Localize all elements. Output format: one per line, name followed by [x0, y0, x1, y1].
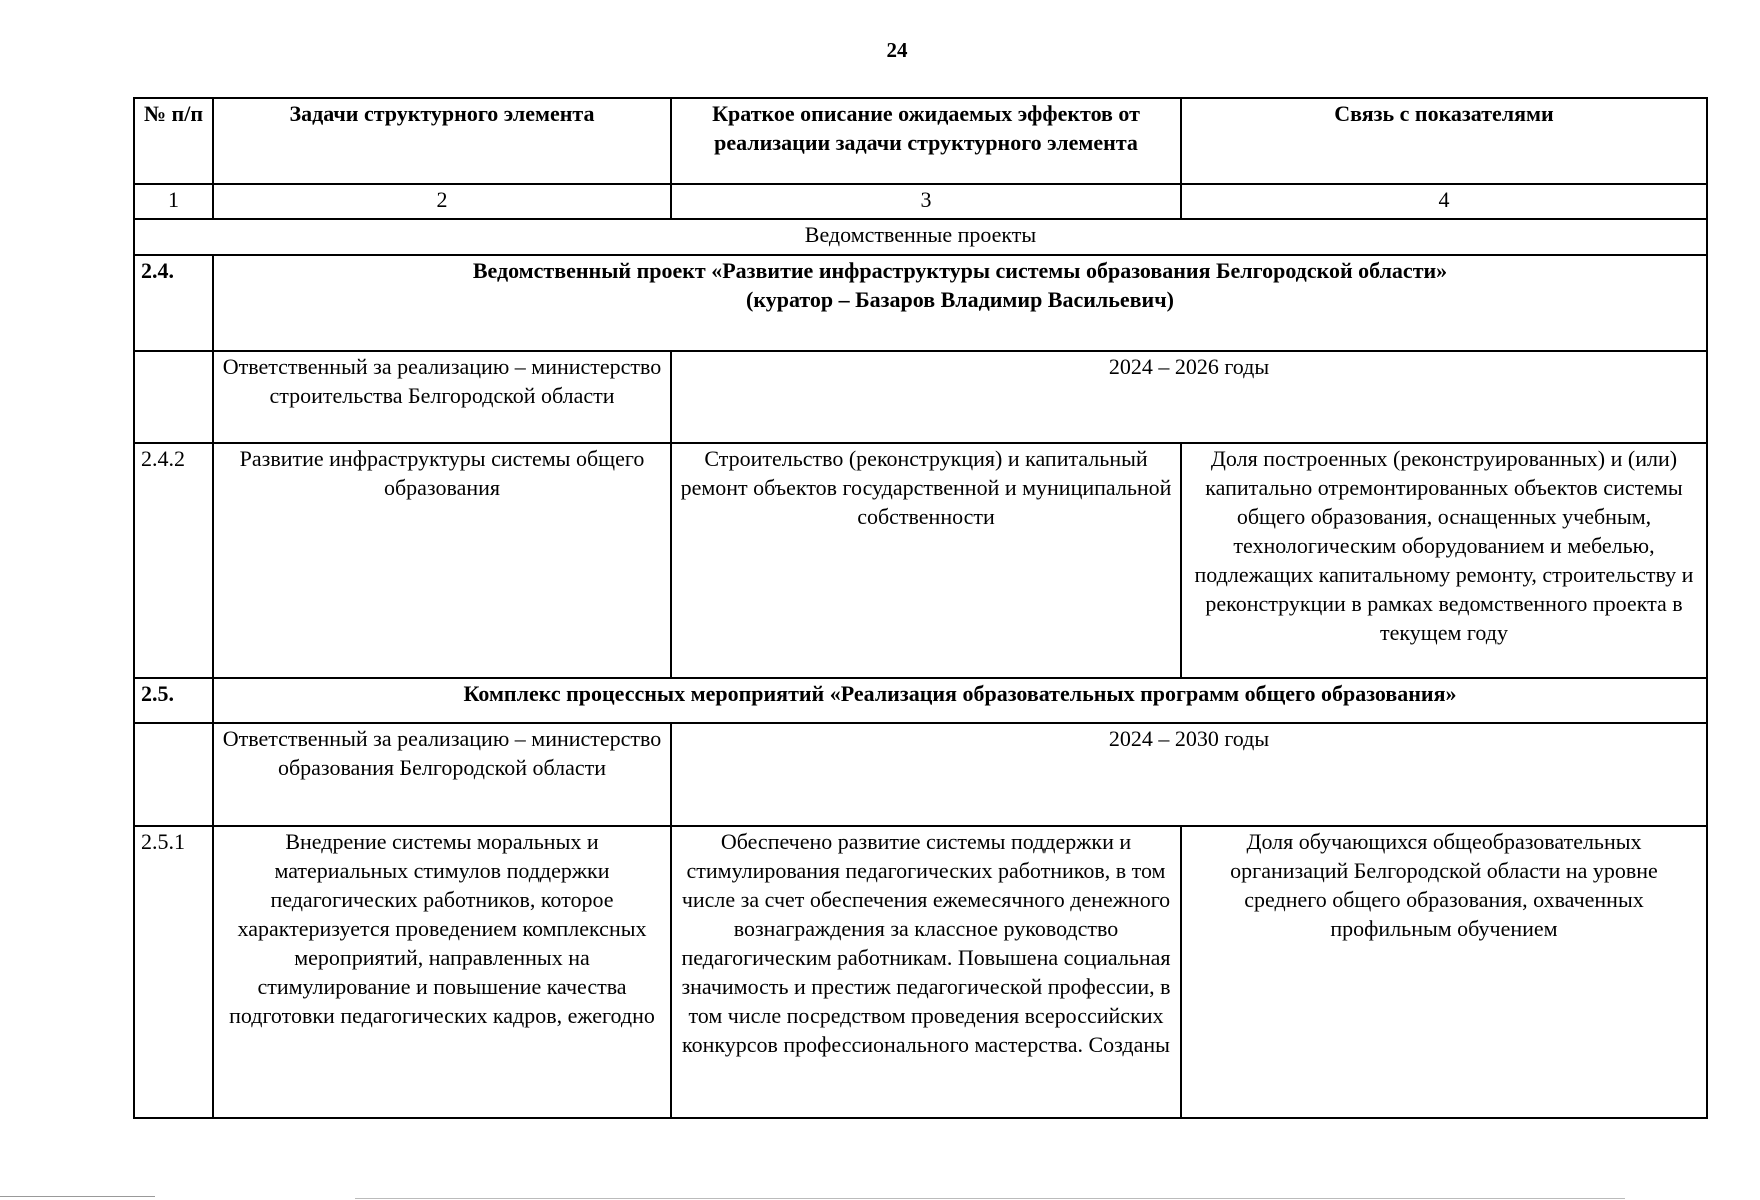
header-tasks: Задачи структурного элемента — [213, 98, 671, 184]
task: Развитие инфраструктуры системы общего образования — [213, 443, 671, 678]
column-number: 3 — [671, 184, 1181, 219]
complex-row-2-5 — [134, 678, 1707, 723]
row-num: 2.4.2 — [134, 443, 213, 678]
indicator: Доля обучающихся общеобразовательных организаций Белгородской области на уровне среднего общего образования, охваченных профильным обучением — [1181, 826, 1707, 1118]
project-row-2-4 — [134, 255, 1707, 351]
period: 2024 – 2030 годы — [671, 723, 1707, 826]
column-number: 4 — [1181, 184, 1707, 219]
responsible-row-2-5 — [134, 723, 1707, 826]
header-indicators: Связь с показателями — [1181, 98, 1707, 184]
row-num: 2.5.1 — [134, 826, 213, 1118]
project-title: Ведомственный проект «Развитие инфраструктуры системы образования Белгородской области» — [472, 258, 1448, 283]
page-number: 24 — [886, 38, 908, 62]
footer-rule — [355, 1198, 1625, 1199]
indicator: Доля построенных (реконструированных) и (или) капитально отремонтированных объектов системы общего образования, оснащенных учебным, технологическим оборудованием и мебелью, подлежащих капитальному ремонту, строительству и реконструкции в рамках ведомственного проекта в текущем году — [1181, 443, 1707, 678]
column-number: 2 — [213, 184, 671, 219]
responsible-row-2-4 — [134, 351, 1707, 443]
column-number: 1 — [134, 184, 213, 219]
header-num: № п/п — [134, 98, 213, 184]
empty-cell — [134, 351, 213, 443]
structural-elements-table — [133, 97, 1708, 1119]
empty-cell — [134, 723, 213, 826]
header-effects: Краткое описание ожидаемых эффектов от реализации задачи структурного элемента — [671, 98, 1181, 184]
project-curator: (куратор – Базаров Владимир Васильевич) — [746, 287, 1174, 312]
table-row-2-4-2 — [134, 443, 1707, 678]
effect: Обеспечено развитие системы поддержки и стимулирования педагогических работников, в том числе за счет обеспечения ежемесячного денежного вознаграждения за классное руководство педагогическим работникам. Повышена социальная значимость и престиж педагогической профессии, в том числе посредством проведения всероссийских конкурсов профессионального мастерства. Созданы — [671, 826, 1181, 1118]
responsible: Ответственный за реализацию – министерство строительства Белгородской области — [213, 351, 671, 443]
section-title: Ведомственные проекты — [134, 219, 1707, 255]
footer-rule — [0, 1196, 155, 1197]
header-row — [134, 98, 1707, 184]
task: Внедрение системы моральных и материальных стимулов поддержки педагогических работников, которое характеризуется проведением комплексных мероприятий, направленных на стимулирование и повышение качества подготовки педагогических кадров, ежегодно — [213, 826, 671, 1118]
column-numbers-row — [134, 184, 1707, 219]
period: 2024 – 2026 годы — [671, 351, 1707, 443]
section-row — [134, 219, 1707, 255]
row-num: 2.4. — [134, 255, 213, 351]
responsible: Ответственный за реализацию – министерство образования Белгородской области — [213, 723, 671, 826]
row-num: 2.5. — [134, 678, 213, 723]
complex-title: Комплекс процессных мероприятий «Реализация образовательных программ общего образования» — [213, 678, 1707, 723]
project-title-cell — [213, 255, 1707, 351]
effect: Строительство (реконструкция) и капитальный ремонт объектов государственной и муниципальной собственности — [671, 443, 1181, 678]
table-row-2-5-1 — [134, 826, 1707, 1118]
